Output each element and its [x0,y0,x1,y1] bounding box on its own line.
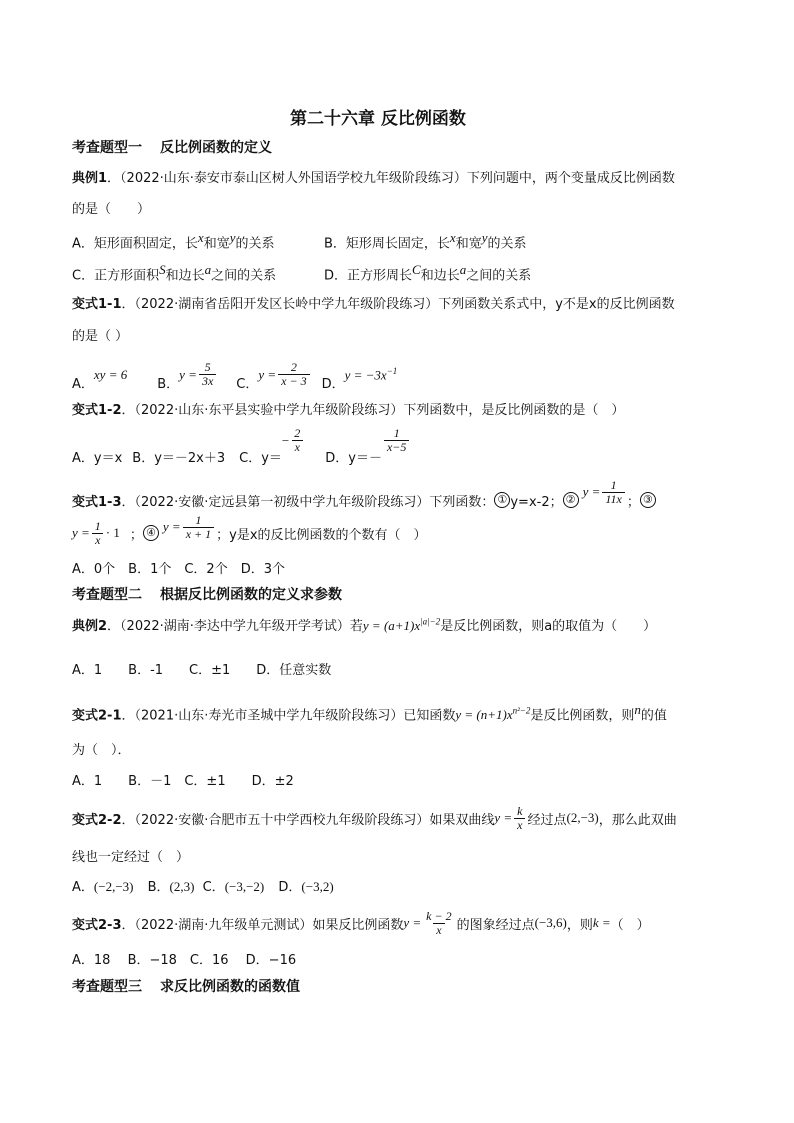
option-c: C．正方形面积$^S$和边长$^a$之间的关系 [72,262,277,284]
option-a: A．矩形面积固定，长$^x$和宽$^y$的关系 [72,230,275,252]
question-v13: 变式1-3 ．（2022·安徽·定远县第一初级中学九年级阶段练习）下列函数： ① y=x-2； ② y = $\frac{1}{11x}$ ； ③ [72,485,656,515]
options-ex2: A．1 B．-1 C．±1 D．任意实数 [72,663,332,678]
question-ex1-line2: 的是（ ） [72,202,151,217]
question-tag: 典例1 [72,171,108,186]
circle-number-3: ③ [640,492,656,508]
question-v22: 变式2-2 ．（2022·安徽·合肥市五十中学西校九年级阶段练习）如果双曲线 y = $\frac{k}{x}$ 经过点 (2,−3) ，那么此双曲 [72,803,677,832]
option-d: D．正方形周长$^C$和边长$^a$之间的关系 [324,262,532,284]
question-ex2: 典例2．（2022·湖南·李达中学九年级开学考试）若$y = (a+1)x^{|a|-2}$是反比例函数，则a的取值为（ ） [72,616,657,634]
question-ex1 [72,167,675,186]
circle-number-1: ① [494,492,510,508]
section-name: 反比例函数的定义 [160,140,272,156]
section-heading-2: 考查题型二 根据反比例函数的定义求参数 [72,587,342,603]
option-b: B．矩形周长固定，长$^x$和宽$^y$的关系 [324,230,527,252]
question-v13-line2: y = $\frac{1}{x}$ · 1 ； ④ y = $\frac{1}{x + 1}$ ；y是x的反比例函数的个数有（ ） [72,512,427,547]
section-label: 考查题型一 [72,140,142,156]
options-v23: A．18 B．−18 C．16 D．−16 [72,953,297,968]
question-v12: 变式1-2．（2022·山东·东平县实验中学九年级阶段练习）下列函数中，是反比例函数的是（ ） [72,403,625,418]
options-v12: A．y＝x B．y＝－2x＋3 C．y＝ − $\frac{2}{x}$ D．y＝－ $\frac{1}{x-5}$ [72,426,411,466]
options-v22: A．(−2,−3) B．(2,3) C．(−3,−2) D．(−3,2) [72,879,334,895]
section-heading-1 [72,137,272,157]
circle-number-4: ④ [143,525,159,541]
options-v11: A． xy = 6 B． y = $\frac{5}{3x}$ C． y = $\frac{2}{x - 3}$ D． $y = -3x^{-1}$ [72,360,398,392]
question-v23: 变式2-3 ．（2022·湖南·九年级单元测试）如果反比例函数 y = $\frac{k - 2}{x}$ 的图象经过点 (−3,6) ，则 k = （ ） [72,908,650,937]
circle-number-2: ② [563,492,579,508]
question-source: ．（2022·山东·泰安市泰山区树人外国语学校九年级阶段练习）下列问题中，两个变量成反比例函数 [107,171,675,186]
question-v21: 变式2-1．（2021·山东·寿光市圣城中学九年级阶段练习）已知函数$y = (n+1)x^{n^2-2}$是反比例函数，则$^n$的值 [72,702,667,724]
question-v11: 变式1-1．（2022·湖南省岳阳开发区长岭中学九年级阶段练习）下列函数关系式中，y不是x的反比例函数 [72,297,675,312]
question-v22-line2: 线也一定经过（ ） [72,850,190,865]
options-v21: A．1 B．－1 C．±1 D．±2 [72,774,294,789]
options-v13: A．0个 B．1个 C．2个 D．3个 [72,562,285,577]
question-v21-line2: 为（ ）． [72,743,131,758]
page-title: 第二十六章 反比例函数 [290,109,466,129]
question-v11-line2: 的是（ ） [72,329,129,344]
section-heading-3: 考查题型三 求反比例函数的函数值 [72,979,300,995]
